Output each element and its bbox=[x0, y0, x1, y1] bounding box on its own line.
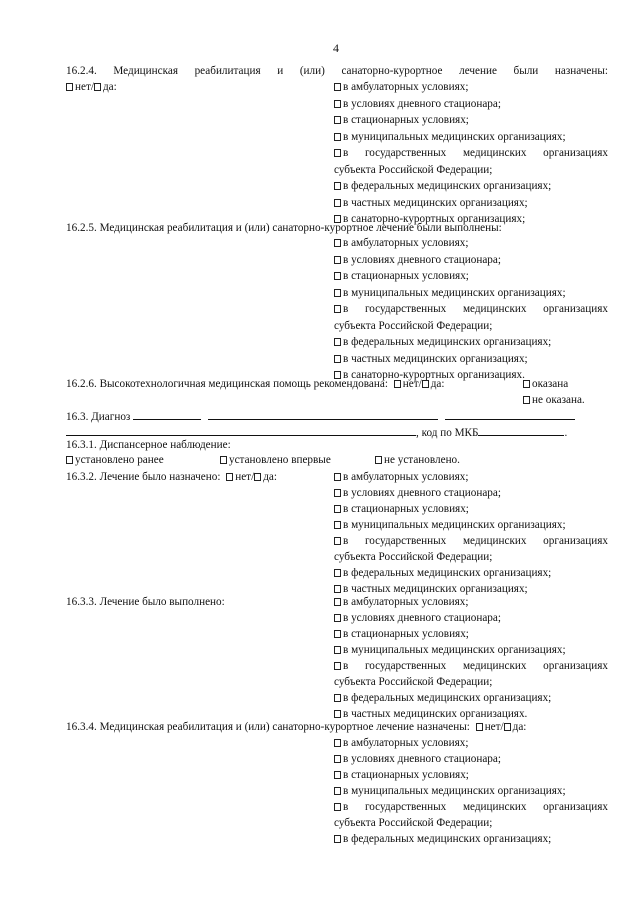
s1624-option-4 bbox=[334, 146, 608, 160]
s1634-option-2-label: в стационарных условиях; bbox=[343, 769, 469, 781]
s1632-option-6 bbox=[334, 566, 551, 580]
s1624-option-0-checkbox[interactable] bbox=[334, 83, 341, 91]
s1632-da-label: да: bbox=[263, 471, 277, 483]
s1634-option-0-checkbox[interactable] bbox=[334, 739, 341, 747]
s1631-o3-label: не установлено. bbox=[384, 454, 460, 466]
s1634-option-3-label: в муниципальных медицинских организациях; bbox=[343, 785, 566, 797]
s1624-option-5-label: субъекта Российской Федерации; bbox=[334, 163, 493, 176]
s1625-option-5 bbox=[334, 319, 492, 333]
s1633-option-4-checkbox[interactable] bbox=[334, 662, 341, 670]
s1632-option-4 bbox=[334, 534, 608, 548]
s1632-option-1-checkbox[interactable] bbox=[334, 489, 341, 497]
s1632-option-3 bbox=[334, 518, 566, 532]
s1634-option-2 bbox=[334, 768, 469, 782]
s1633-option-0-checkbox[interactable] bbox=[334, 598, 341, 606]
s1626-net-label: нет/ bbox=[402, 378, 422, 390]
s1624-da-checkbox[interactable] bbox=[94, 83, 101, 91]
mkb-label: , код по МКБ bbox=[416, 427, 479, 439]
s1634-option-0 bbox=[334, 736, 468, 750]
s1625-option-4-label: в государственных медицинских организациях bbox=[343, 303, 608, 315]
s1633-option-6-label: в федеральных медицинских организациях; bbox=[343, 692, 552, 704]
s1624-option-1-checkbox[interactable] bbox=[334, 100, 341, 108]
s1633-option-0-label: в амбулаторных условиях; bbox=[343, 596, 469, 608]
s1624-option-4-label: в государственных медицинских организациях bbox=[343, 147, 608, 159]
s1632-option-0 bbox=[334, 470, 468, 484]
s1634-option-4-checkbox[interactable] bbox=[334, 803, 341, 811]
s1632-row bbox=[66, 470, 277, 484]
s1634-row bbox=[66, 720, 526, 734]
s1634-title: 16.3.4. Медицинская реабилитация и (или) санаторно-курортное лечение назначены: bbox=[66, 721, 470, 733]
s1634-option-1-label: в условиях дневного стационара; bbox=[343, 753, 501, 765]
s1632-option-5 bbox=[334, 550, 492, 564]
s1624-option-2 bbox=[334, 113, 469, 127]
s1625-option-0 bbox=[334, 236, 468, 250]
s1626-not-provided-label: не оказана. bbox=[532, 394, 585, 406]
s1626-net-checkbox[interactable] bbox=[394, 380, 401, 388]
s1634-option-0-label: в амбулаторных условиях; bbox=[343, 737, 469, 749]
s1624-option-1-label: в условиях дневного стационара; bbox=[343, 97, 501, 110]
s1624-option-6 bbox=[334, 179, 551, 193]
s1625-option-7-checkbox[interactable] bbox=[334, 355, 341, 363]
s1632-option-0-checkbox[interactable] bbox=[334, 473, 341, 481]
s1633-option-2-checkbox[interactable] bbox=[334, 630, 341, 638]
s163-row bbox=[66, 409, 575, 424]
s1632-option-5-label: субъекта Российской Федерации; bbox=[334, 551, 493, 563]
s1624-option-2-label: в стационарных условиях; bbox=[343, 114, 469, 126]
s1634-option-1 bbox=[334, 752, 501, 766]
s1632-option-7 bbox=[334, 582, 528, 596]
s1625-option-1 bbox=[334, 253, 501, 267]
s1632-option-7-label: в частных медицинских организациях; bbox=[343, 583, 528, 595]
s1625-option-8-label: в санаторно-курортных организациях. bbox=[343, 369, 525, 381]
s1626-da-checkbox[interactable] bbox=[422, 380, 429, 388]
s1624-option-3-label: в муниципальных медицинских организациях; bbox=[343, 130, 566, 143]
s1632-net-checkbox[interactable] bbox=[226, 473, 233, 481]
s1632-option-2 bbox=[334, 502, 469, 516]
s1626-not-provided-checkbox[interactable] bbox=[523, 396, 530, 404]
s1626-provided-label: оказана bbox=[532, 378, 569, 390]
s1632-option-1-label: в условиях дневного стационара; bbox=[343, 487, 501, 499]
s1632-da-checkbox[interactable] bbox=[254, 473, 261, 481]
s1634-option-5 bbox=[334, 816, 492, 830]
s1625-option-4-checkbox[interactable] bbox=[334, 305, 341, 313]
s1626-provided-checkbox[interactable] bbox=[523, 380, 530, 388]
s1633-option-3 bbox=[334, 643, 566, 657]
s1625-option-7 bbox=[334, 352, 528, 366]
s1631-o2-checkbox[interactable] bbox=[220, 456, 227, 464]
s1624-net-da bbox=[66, 80, 117, 94]
mkb-end: . bbox=[564, 427, 568, 439]
s1632-option-0-label: в амбулаторных условиях; bbox=[343, 471, 469, 483]
s1625-option-0-checkbox[interactable] bbox=[334, 239, 341, 247]
s1624-option-0-label: в амбулаторных условиях; bbox=[343, 81, 469, 93]
s1633-option-1 bbox=[334, 611, 501, 625]
s1634-option-4-label: в государственных медицинских организациях bbox=[343, 801, 608, 813]
s1624-da-label: да: bbox=[102, 81, 117, 93]
s1632-option-3-checkbox[interactable] bbox=[334, 521, 341, 529]
s1631-o1-label: установлено ранее bbox=[75, 454, 164, 466]
s1634-option-1-checkbox[interactable] bbox=[334, 755, 341, 763]
s1624-option-7 bbox=[334, 196, 528, 210]
s1633-option-5-label: субъекта Российской Федерации; bbox=[334, 676, 493, 688]
s1625-option-6 bbox=[334, 335, 551, 349]
s1632-option-2-checkbox[interactable] bbox=[334, 505, 341, 513]
s1624-option-3-checkbox[interactable] bbox=[334, 133, 341, 141]
s1633-option-4 bbox=[334, 659, 608, 673]
s1633-option-7 bbox=[334, 707, 527, 721]
s1632-option-4-checkbox[interactable] bbox=[334, 537, 341, 545]
s1633-option-2 bbox=[334, 627, 469, 641]
s1625-option-3-label: в муниципальных медицинских организациях; bbox=[343, 286, 566, 299]
s1624-option-2-checkbox[interactable] bbox=[334, 116, 341, 124]
s1634-option-6-label: в федеральных медицинских организациях; bbox=[343, 833, 552, 845]
s1631-o1 bbox=[66, 453, 164, 467]
s1624-option-3 bbox=[334, 130, 566, 144]
s1633-option-1-label: в условиях дневного стационара; bbox=[343, 612, 501, 624]
mkb-code-field[interactable] bbox=[478, 425, 564, 436]
s1624-option-7-checkbox[interactable] bbox=[334, 199, 341, 207]
s1633-option-0 bbox=[334, 595, 468, 609]
s1633-option-3-checkbox[interactable] bbox=[334, 646, 341, 654]
s1633-option-7-label: в частных медицинских организациях. bbox=[343, 708, 528, 720]
s1626-row bbox=[66, 377, 444, 391]
s1624-option-8-label: в санаторно-курортных организациях; bbox=[343, 213, 526, 225]
s1626-title: 16.2.6. Высокотехнологичная медицинская помощь рекомендована: bbox=[66, 378, 388, 390]
s1626-opt-provided bbox=[523, 377, 568, 391]
s1631-o2 bbox=[220, 453, 331, 467]
s1631-title: 16.3.1. Диспансерное наблюдение: bbox=[66, 439, 231, 451]
s1631-o3-checkbox[interactable] bbox=[375, 456, 382, 464]
s1634-option-3 bbox=[334, 784, 566, 798]
s1624-net-label: нет/ bbox=[75, 81, 94, 93]
page-number: 4 bbox=[333, 41, 339, 55]
s1632-option-7-checkbox[interactable] bbox=[334, 585, 341, 593]
s1625-option-6-label: в федеральных медицинских организациях; bbox=[343, 336, 552, 348]
s1624-option-7-label: в частных медицинских организациях; bbox=[343, 196, 528, 209]
s1632-net-label: нет/ bbox=[235, 471, 255, 483]
diagnosis-field-3[interactable] bbox=[445, 409, 575, 420]
s1625-option-5-label: субъекта Российской Федерации; bbox=[334, 319, 493, 332]
s1631-o3 bbox=[375, 453, 460, 467]
s1624-net-checkbox[interactable] bbox=[66, 83, 73, 91]
s1624-title: 16.2.4. Медицинская реабилитация и (или) санаторно-курортное лечение были назначены: bbox=[66, 65, 608, 77]
s1633-option-6-checkbox[interactable] bbox=[334, 694, 341, 702]
s1625-option-3 bbox=[334, 286, 566, 300]
s1624-option-1 bbox=[334, 97, 501, 111]
s1625-option-3-checkbox[interactable] bbox=[334, 289, 341, 297]
s1634-net-checkbox[interactable] bbox=[476, 723, 483, 731]
s1632-option-3-label: в муниципальных медицинских организациях; bbox=[343, 519, 566, 531]
s1633-option-2-label: в стационарных условиях; bbox=[343, 628, 469, 640]
s1625-title: 16.2.5. Медицинская реабилитация и (или) санаторно-курортное лечение были выполнены: bbox=[66, 222, 502, 234]
s1632-option-1 bbox=[334, 486, 501, 500]
s1632-option-2-label: в стационарных условиях; bbox=[343, 503, 469, 515]
s1634-net-label: нет/ bbox=[484, 721, 504, 733]
s1625-option-2 bbox=[334, 269, 469, 283]
diagnosis-field-1[interactable] bbox=[133, 409, 201, 420]
s1624-option-4-checkbox[interactable] bbox=[334, 149, 341, 157]
s1631-o2-label: установлено впервые bbox=[229, 454, 331, 466]
s1625-option-4 bbox=[334, 302, 608, 316]
s1634-da-label: да: bbox=[512, 721, 527, 733]
s1633-option-1-checkbox[interactable] bbox=[334, 614, 341, 622]
diagnosis-field-4[interactable] bbox=[66, 425, 416, 436]
s1626-da-label: да: bbox=[430, 378, 445, 390]
s1633-option-7-checkbox[interactable] bbox=[334, 710, 341, 718]
s1625-option-6-checkbox[interactable] bbox=[334, 338, 341, 346]
s1632-option-6-checkbox[interactable] bbox=[334, 569, 341, 577]
s1632-option-6-label: в федеральных медицинских организациях; bbox=[343, 567, 552, 579]
s1632-option-4-label: в государственных медицинских организациях bbox=[343, 535, 608, 547]
s1625-option-0-label: в амбулаторных условиях; bbox=[343, 237, 469, 249]
s1625-option-7-label: в частных медицинских организациях; bbox=[343, 352, 528, 365]
s1633-option-4-label: в государственных медицинских организациях bbox=[343, 660, 608, 672]
s1633-option-3-label: в муниципальных медицинских организациях; bbox=[343, 644, 566, 656]
s1626-opt-not-provided bbox=[523, 393, 585, 407]
s1625-option-1-label: в условиях дневного стационара; bbox=[343, 253, 501, 266]
s1634-option-6-checkbox[interactable] bbox=[334, 835, 341, 843]
s1634-option-5-label: субъекта Российской Федерации; bbox=[334, 817, 493, 829]
s1633-title: 16.3.3. Лечение было выполнено: bbox=[66, 596, 225, 608]
diagnosis-field-2[interactable] bbox=[208, 409, 438, 420]
s1634-option-4 bbox=[334, 800, 608, 814]
s1625-option-1-checkbox[interactable] bbox=[334, 256, 341, 264]
s1624-option-6-checkbox[interactable] bbox=[334, 182, 341, 190]
s1633-option-5 bbox=[334, 675, 492, 689]
s1631-o1-checkbox[interactable] bbox=[66, 456, 73, 464]
s1625-option-2-checkbox[interactable] bbox=[334, 272, 341, 280]
s1624-option-6-label: в федеральных медицинских организациях; bbox=[343, 180, 552, 192]
s1633-option-6 bbox=[334, 691, 551, 705]
s1634-da-checkbox[interactable] bbox=[504, 723, 511, 731]
s1632-title: 16.3.2. Лечение было назначено: bbox=[66, 471, 221, 483]
s1634-option-3-checkbox[interactable] bbox=[334, 787, 341, 795]
s1624-option-0 bbox=[334, 80, 468, 94]
s1634-option-6 bbox=[334, 832, 551, 846]
s1624-option-5 bbox=[334, 163, 492, 177]
s1625-option-2-label: в стационарных условиях; bbox=[343, 270, 469, 282]
s1634-option-2-checkbox[interactable] bbox=[334, 771, 341, 779]
s163-title: 16.3. Диагноз bbox=[66, 411, 131, 423]
